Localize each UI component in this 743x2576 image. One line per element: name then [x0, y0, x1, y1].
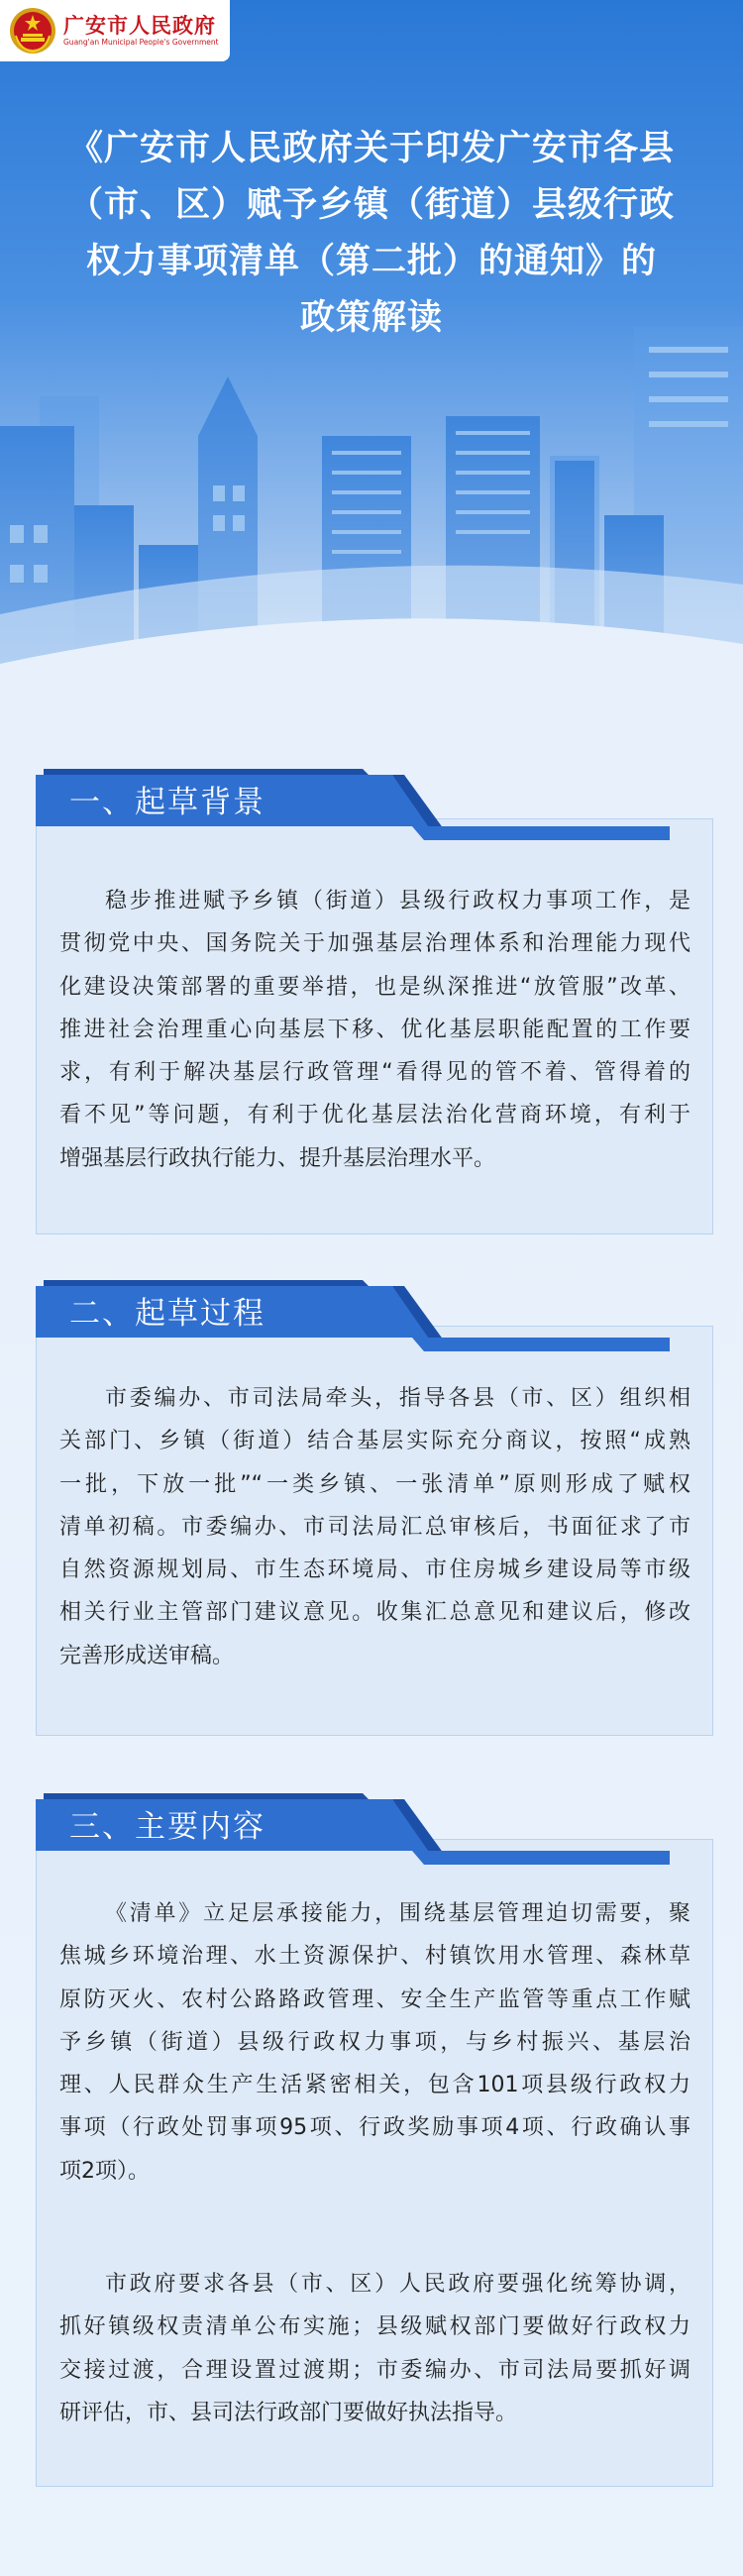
city-skyline-illustration [0, 287, 743, 763]
title-line: （市、区）赋予乡镇（街道）县级行政 [67, 185, 675, 225]
paragraph-line: 市政府要求各县（市、区）人民政府要强化统筹协调， [105, 2272, 690, 2297]
section-paragraph [59, 1892, 690, 2193]
paragraph-line: 化建设决策部署的重要举措，也是纵深推进“放管服”改革、 [59, 974, 690, 1000]
paragraph-line: 项2项）。 [59, 2158, 150, 2184]
section-heading: 三、主要内容 [69, 1809, 265, 1845]
paragraph-line: 清单初稿。市委编办、市司法局汇总审核后，书面征求了市 [59, 1514, 690, 1540]
paragraph-line: 求，有利于解决基层行政管理“看得见的管不着、管得着的 [59, 1060, 690, 1086]
site-logo[interactable] [0, 0, 230, 61]
title-line: 权力事项清单（第二批）的通知》的 [85, 242, 657, 281]
paragraph-line: 相关行业主管部门建议意见。收集汇总意见和建议后，修改 [59, 1600, 690, 1626]
paragraph-line: 焦城乡环境治理、水土资源保护、村镇饮用水管理、森林草 [59, 1944, 690, 1970]
title-line: 《广安市人民政府关于印发广安市各县 [67, 129, 675, 168]
paragraph-line: 稳步推进赋予乡镇（街道）县级行政权力事项工作，是 [105, 889, 690, 913]
national-emblem-icon [8, 6, 57, 55]
section-background [36, 769, 713, 1234]
paragraph-line: 自然资源规划局、市生态环境局、市住房城乡建设局等市级 [59, 1557, 690, 1583]
section-paragraph [59, 880, 690, 1180]
section-paragraph [59, 2263, 690, 2434]
section-content [36, 1793, 713, 2487]
section-paragraph [59, 1377, 690, 1677]
section-heading: 二、起草过程 [69, 1296, 265, 1332]
logo-text: 广安市人民政府 [63, 14, 216, 38]
section-heading: 一、起草背景 [69, 785, 265, 820]
paragraph-line: 理、人民群众生产生活紧密相关，包含101项县级行政权力 [59, 2073, 690, 2098]
paragraph-line: 增强基层行政执行能力、提升基层治理水平。 [59, 1145, 496, 1171]
paragraph-line: 一批，下放一批”“一类乡镇、一张清单”原则形成了赋权 [59, 1471, 690, 1497]
paragraph-line: 事项（行政处罚事项95项、行政奖励事项4项、行政确认事 [59, 2115, 690, 2141]
paragraph-line: 原防灭火、农村公路路政管理、安全生产监管等重点工作赋 [59, 1986, 690, 2012]
paragraph-line: 完善形成送审稿。 [59, 1643, 235, 1668]
paragraph-line: 研评估，市、县司法行政部门要做好执法指导。 [59, 2400, 518, 2425]
paragraph-line: 抓好镇级权责清单公布实施；县级赋权部门要做好行政权力 [59, 2314, 690, 2340]
paragraph-line: 关部门、乡镇（街道）结合基层实际充分商议，按照“成熟 [59, 1429, 690, 1454]
section-process [36, 1280, 713, 1736]
logo-subtitle: Guang'an Municipal People's Government [63, 38, 219, 47]
paragraph-line: 《清单》立足层承接能力，围绕基层管理迫切需要，聚 [105, 1901, 690, 1926]
paragraph-line: 贯彻党中央、国务院关于加强基层治理体系和治理能力现代 [59, 931, 690, 957]
paragraph-line: 予乡镇（街道）县级行政权力事项，与乡村振兴、基层治 [59, 2029, 690, 2055]
paragraph-line: 看不见”等问题，有利于优化基层法治化营商环境，有利于 [59, 1103, 690, 1128]
paragraph-line: 交接过渡，合理设置过渡期；市委编办、市司法局要抓好调 [59, 2357, 690, 2383]
title-line: 政策解读 [299, 298, 443, 338]
paragraph-line: 推进社会治理重心向基层下移、优化基层职能配置的工作要 [59, 1017, 690, 1042]
paragraph-line: 市委编办、市司法局牵头，指导各县（市、区）组织相 [105, 1386, 690, 1411]
